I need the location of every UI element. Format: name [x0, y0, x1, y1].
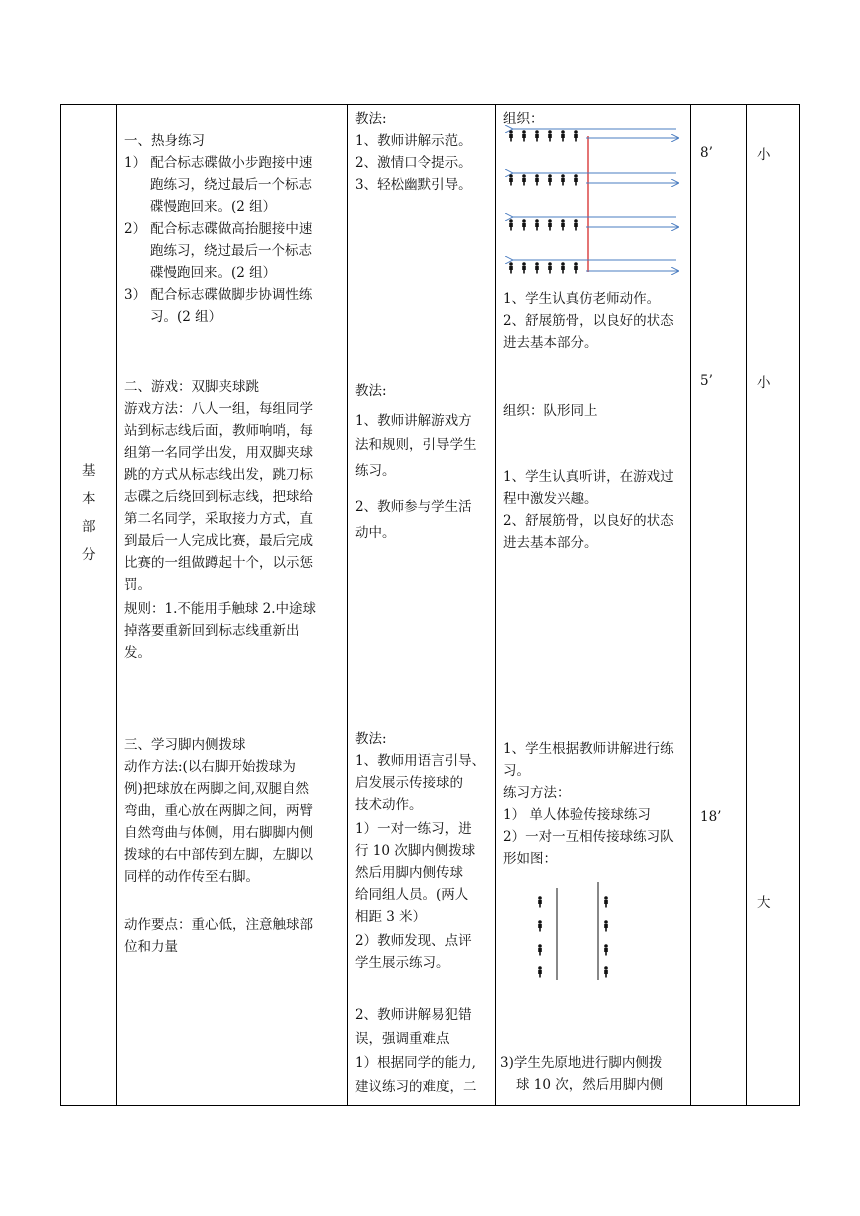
time-value: 5’ — [700, 373, 713, 389]
student-figure-icon — [509, 130, 513, 141]
organization-line: 1、学生认真听讲，在游戏过 — [503, 469, 674, 485]
student-figure-icon — [522, 130, 526, 141]
content-line: 一、热身练习 — [124, 133, 205, 149]
intensity-value: 大 — [757, 895, 771, 911]
content-line: 二、游戏：双脚夹球跳 — [124, 379, 259, 395]
method-line: 1、教师讲解游戏方 — [355, 413, 472, 429]
content-line: 弯曲，重心放在两脚之间，两臂 — [124, 803, 313, 819]
time-value: 8’ — [700, 145, 713, 161]
student-figure-icon — [522, 219, 526, 230]
content-line: 发。 — [124, 645, 151, 661]
content-line: 掉落要重新回到标志线重新出 — [124, 623, 300, 639]
student-figure-icon — [535, 219, 539, 230]
content-line: 习。(2 组） — [150, 309, 223, 325]
section-char: 基 — [82, 463, 96, 479]
method-line: 建议练习的难度，二 — [355, 1079, 477, 1095]
content-line: 碟慢跑回来。(2 组） — [150, 199, 277, 215]
student-figure-icon — [538, 944, 542, 955]
section-char: 部 — [82, 519, 96, 535]
organization-line: 组织：队形同上 — [503, 403, 598, 419]
content-line: 罚。 — [124, 577, 151, 593]
content-line: 跑练习，绕过最后一个标志 — [150, 177, 312, 193]
student-figure-icon — [538, 966, 542, 977]
organization-line: 进去基本部分。 — [503, 335, 598, 351]
organization-line: 1、学生根据教师讲解进行练 — [503, 741, 674, 757]
organization-line: 1、学生认真仿老师动作。 — [503, 291, 661, 307]
student-figure-icon — [538, 896, 542, 907]
method-line: 行 10 次脚内侧拨球 — [355, 843, 476, 859]
content-line: 三、学习脚内侧拨球 — [124, 737, 246, 753]
method-line: 动中。 — [355, 525, 396, 541]
method-line: 2、教师讲解易犯错 — [355, 1007, 472, 1023]
method-line: 2、激情口令提示。 — [355, 155, 472, 171]
student-figure-icon — [574, 130, 578, 141]
student-figure-icon — [509, 219, 513, 230]
content-line: 志碟之后绕回到标志线，把球给 — [124, 489, 313, 505]
student-figure-icon — [548, 262, 552, 273]
student-figure-icon — [535, 262, 539, 273]
method-line: 1）一对一练习，进 — [355, 821, 472, 837]
content-line: 同样的动作传至右脚。 — [124, 869, 259, 885]
method-line: 3、轻松幽默引导。 — [355, 177, 472, 193]
method-line: 1、教师讲解示范。 — [355, 133, 472, 149]
content-line: 跑练习，绕过最后一个标志 — [150, 243, 312, 259]
student-figure-icon — [548, 174, 552, 185]
student-figure-icon — [604, 966, 608, 977]
method-line: 1）根据同学的能力, — [355, 1055, 476, 1071]
content-line: 动作要点：重心低，注意触球部 — [124, 917, 313, 933]
student-figure-icon — [538, 920, 542, 931]
student-figure-icon — [604, 920, 608, 931]
method-line: 技术动作。 — [355, 797, 423, 813]
student-figure-icon — [574, 219, 578, 230]
student-figure-icon — [604, 896, 608, 907]
organization-line: 习。 — [503, 763, 530, 779]
content-line: 2） 配合标志碟做高抬腿接中速 — [124, 221, 313, 237]
organization-line: 练习方法： — [503, 785, 571, 801]
student-figure-icon — [509, 174, 513, 185]
method-line: 给同组人员。(两人 — [355, 887, 469, 903]
student-figure-icon — [561, 130, 565, 141]
content-line: 比赛的一组做蹲起十个，以示惩 — [124, 555, 313, 571]
method-line: 法和规则，引导学生 — [355, 437, 477, 453]
organization-line: 形如图： — [503, 851, 557, 867]
method-line: 启发展示传接球的 — [355, 775, 463, 791]
content-line: 跳的方式从标志线出发，跳刀标 — [124, 467, 313, 483]
organization-line: 程中激发兴趣。 — [503, 491, 598, 507]
content-line: 第二名同学，采取接力方式，直 — [124, 511, 313, 527]
time-value: 18’ — [700, 809, 722, 825]
section-char: 分 — [82, 547, 96, 563]
content-line: 碟慢跑回来。(2 组） — [150, 265, 277, 281]
method-line: 练习。 — [355, 463, 396, 479]
student-figure-icon — [548, 130, 552, 141]
organization-line: 2、舒展筋骨，以良好的状态 — [503, 513, 674, 529]
method-line: 2）教师发现、点评 — [355, 933, 472, 949]
student-figure-icon — [574, 174, 578, 185]
content-line: 组第一名同学出发，用双脚夹球 — [124, 445, 313, 461]
method-line: 1、教师用语言引导、 — [355, 753, 486, 769]
content-line: 位和力量 — [124, 939, 178, 955]
method-line: 相距 3 米） — [355, 909, 427, 925]
organization-line: 2）一对一互相传接球练习队 — [503, 829, 674, 845]
student-figure-icon — [604, 944, 608, 955]
section-char: 本 — [82, 491, 96, 507]
student-figure-icon — [561, 174, 565, 185]
organization-line: 2、舒展筋骨，以良好的状态 — [503, 313, 674, 329]
content-line: 1） 配合标志碟做小步跑接中速 — [124, 155, 313, 171]
content-line: 3） 配合标志碟做脚步协调性练 — [124, 287, 313, 303]
organization-line: 组织： — [503, 111, 544, 127]
method-line: 教法: — [355, 731, 387, 747]
student-figure-icon — [509, 262, 513, 273]
student-figure-icon — [522, 262, 526, 273]
organization-line: 3)学生先原地进行脚内侧拨 — [500, 1055, 663, 1071]
method-line: 教法: — [355, 111, 387, 127]
organization-line: 进去基本部分。 — [503, 535, 598, 551]
student-figure-icon — [535, 174, 539, 185]
organization-line: 1） 单人体验传接球练习 — [503, 807, 651, 823]
student-figure-icon — [574, 262, 578, 273]
content-line: 游戏方法：八人一组，每组同学 — [124, 401, 313, 417]
method-line: 教法: — [355, 383, 387, 399]
method-line: 误，强调重难点 — [355, 1031, 450, 1047]
content-line: 到最后一人完成比赛，最后完成 — [124, 533, 313, 549]
student-figure-icon — [535, 130, 539, 141]
method-line: 2、教师参与学生活 — [355, 499, 472, 515]
pair-formation-diagram — [530, 880, 620, 990]
content-line: 动作方法:(以右脚开始拨球为 — [124, 759, 296, 775]
student-figure-icon — [561, 219, 565, 230]
method-line: 学生展示练习。 — [355, 955, 450, 971]
content-line: 例)把球放在两脚之间,双腿自然 — [124, 781, 310, 797]
student-figure-icon — [548, 219, 552, 230]
content-line: 规则：1.不能用手触球 2.中途球 — [124, 601, 317, 617]
content-line: 拨球的右中部传到左脚，左脚以 — [124, 847, 313, 863]
intensity-value: 小 — [757, 147, 771, 163]
warmup-formation-diagram — [500, 120, 686, 280]
student-figure-icon — [561, 262, 565, 273]
content-line: 自然弯曲与体侧，用右脚脚内侧 — [124, 825, 313, 841]
content-line: 站到标志线后面，教师响哨，每 — [124, 423, 313, 439]
intensity-value: 小 — [757, 375, 771, 391]
student-figure-icon — [522, 174, 526, 185]
organization-line: 球 10 次，然后用脚内侧 — [516, 1077, 664, 1093]
method-line: 然后用脚内侧传球 — [355, 865, 463, 881]
